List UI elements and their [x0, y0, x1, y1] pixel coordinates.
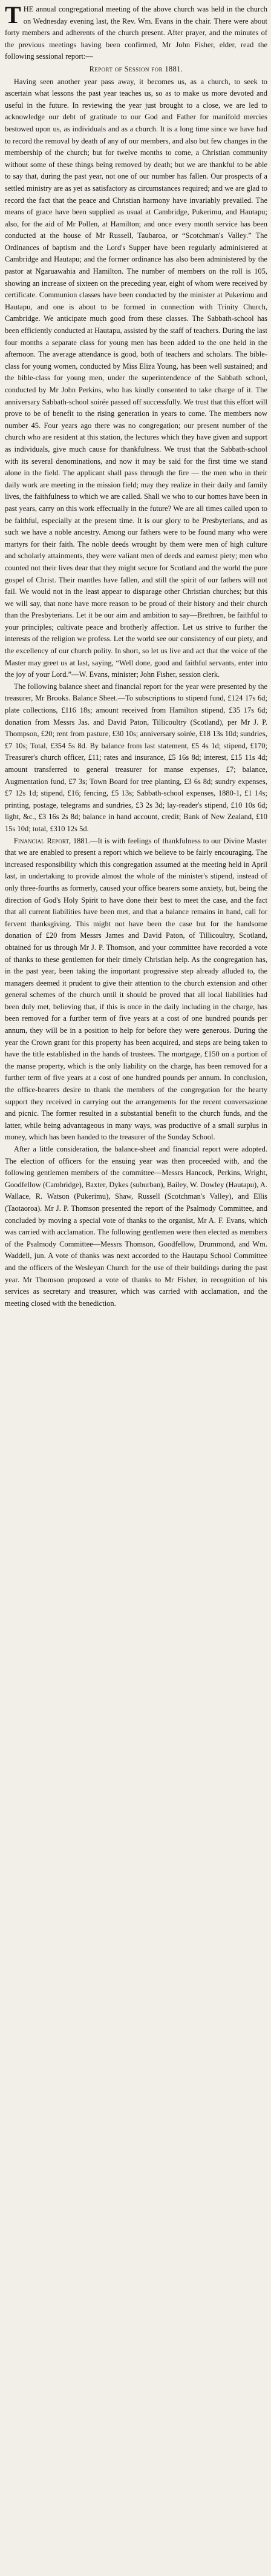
financial-text: It is with feelings of thankfulness to our Divine Master that we are enabled to present a report which we believe to be fairly encouraging. The increased responsibility which this congregation assumed at the meeting held in April last, in undertaking to provide almost the whole of the minister's stipend, instead of only three-fourths as formerly, caused your office bearers some anxiety, but, being the direction of God's Holy Spirit to have done their best to meet the case, and the fact that all current liabilities have been met, and that a balance remains in hand, call for fervent thanksgiving. This might not have been the case but for the handsome donation of £20 from Messrs James and David Paton, of Tillicoultry, Scotland, obtained for us through Mr J. P. Thomson, and your committee have recorded a vote of thanks to these gentlemen for their timely Christian help. As the congregation has, in the past year, been taking the important progressive step already alluded to, the managers deemed it prudent to give their attention to the church extension and other general schemes of the church until it should be proved that all local liabilities had been duly met, believing that, if this is once in the daily including in the charge, has been removed for a further term of five years at a cost of one hundred pounds per annum, they will be in a position to help for before they were generous. During the year the Crown grant for this property has been acquired, and steps are being taken to have the title established in the hands of trustees. The mortgage, £150 on a portion of the manse property, which is the only liability on the charge, has been removed for a further term of five years at a cost of one hundred pounds per annum. In conclusion, the office-bearers desire to thank the members of the congregation for the hearty support they received in carrying out the arrangements for the recent conversazione and picnic. The former resulted in a substantial benefit to the church funds, and the latter, while being advantageous in many ways, was productive of a small surplus in money, which has been handed to the treasurer of the Sunday School. — [5, 836, 267, 1142]
article-column — [5, 1, 267, 1309]
financial-heading: Financial Report, 1881 — [13, 836, 88, 845]
session-report: Having seen another year pass away, it becomes us, as a church, to seek to ascertain what lessons the past year teaches us, so as to make us more devoted and useful in the future. In reviewing the year just brought to a close, we are led to acknowledge our debt of gratitude to our God and Father for manifold mercies bestowed upon us, as individuals and as a church. It is a long time since we have had to record the removal by death of any of our members, and also but few changes in the membership of the church; but for twelve months to come, a Christian community without some of these things being removed by death; but we are thankful to be able to say that, during the past year, not one of our number has fallen. Our prospects of a settled ministry are as yet as satisfactory as circumstances required; and we are glad to record the fact that the peace and Christian harmony have invariably prevailed. The means of grace have been supplied as usual at Cambridge, Pukerimu, and Hautapu; also, for the aid of Mr Pollen, at Hamilton; and once every month service has been conducted at the house of Mr Russell, Taubaroa, or “Scotchman's Valley.” The Ordinances of baptism and the Lord's Supper have been regularly administered at Cambridge and Hautapu; and the former ordinance has also been administered by the pastor at Ngaruawahia and Hamilton. The number of members on the roll is 105, showing an increase of sixteen on the preceding year, eight of whom were received by certificate. Communion classes have been conducted by the minister at Pukerimu and Hautapu, and one is about to be formed in connection with Trinity Church, Cambridge. We anticipate much good from these classes. The Sabbath-school has been efficiently conducted at Hautapu, assisted by the staff of teachers. During the last four months a separate class for young men has been added to the one held in the afternoon. The average attendance is good, both of teachers and scholars. The bible-class for young women, conducted by Miss Eliza Young, has been well sustained; and the bible-class for young men, under the superintendence of the Sabbath school, conducted by Mr John Perkins, who has kindly consented to take charge of it. The anniversary Sabbath-school soirée passed off successfully. We trust that this effort will prove to be of benefit to the rising generation in years to come. The members now number 45. Four years ago there was no congregation; our present number of the church who are resident at this station, the lectures which they have given and support as individuals, give much cause for thankfulness. We trust that the Sabbath-school with its several denominations, and now it may be said for the first time we stand alone in the field. The applicant shall pass through the fire — the men who in their daily work are meeting in the mission field; may they realize in their daily and family lives, the faithfulness to which we are called. Shall we who to our homes have been in past years, carry on this work effectually in the future? We are all times called upon to be faithful, especially at the present time. It is our glory to be Presbyterians, and as such we have a noble ancestry. Among our fathers were to be found many who were martyrs for their faith. The noble deeds wrought by them were men of high culture and scholarly attainments, they were valiant men of deeds and earnest piety; men who counted not their lives dear that they might secure for Scotland and the world the pure gospel of Christ. Their mantles have fallen, and still the spirit of our fathers will not fail. We would not in the least appear to disparage other Christian churches; but this we will say, that none have more reason to be proud of their history and their church than the Presbyterians. Let it be our aim and ambition to say—Brethren, be faithful to your principles; cultivate peace and brotherly affection. Let us strive to further the interests of the religion we profess. Let the world see our consistency of our piety, and the excellency of our church polity. In short, so let us live and act that the voice of the Master may greet us at last, saying, “Well done, good and faithful servants, enter into the joy of your Lord.”—W. Evans, minister; John Fisher, session clerk. — [5, 77, 267, 679]
report-heading: Report of Session for 1881. — [89, 64, 183, 73]
intro-text: HE annual congregational meeting of the above church was held in the church on Wednesday evening last, the Rev. Wm. Evans in the chair. There were about forty members and adherents of the church present. After prayer, and the minutes of the previous meetings having been confirmed, Mr John Fisher, elder, read the following sessional report:— — [5, 5, 267, 61]
balance-sheet: The following balance sheet and financial report for the year were presented by the treasurer, Mr Brooks. Balance Sheet.—To subscriptions to stipend fund, £124 17s 6d; plate collections, £116 18s; amount received from Hamilton stipend, £35 17s 6d; donation from Messrs Jas. and David Paton, Tillicoultry (Scotland), per Mr J. P. Thompson, £20; rent from pasture, £30 10s; anniversary soirée, £18 13s 10d; sundries, £7 10s; Total, £354 5s 8d. By balance from last statement, £5 4s 1d; stipend, £170; Treasurer's church officer, £11; rates and insurance, £5 16s 8d; interest, £15 11s 4d; amount transferred to general treasurer for manse expenses, £7; balance, Augmentation fund, £7 3s; Town Board for tree planting, £3 6s 8d; sundry expenses, £7 12s 1d; stipend, £16; fencing, £5 13s; Sabbath-school expenses, 1880-1, £1 14s; printing, postage, telegrams and sundries, £3 2s 3d; lay-reader's stipend, £10 10s 6d; light, &c., £3 16s 2s 8d; balance in hand account, credit; Bank of New Zealand, £10 15s 10d; total, £310 12s 5d. — [5, 682, 267, 833]
financial-report: Financial Report, 1881.—It is with feelings of thankfulness to our Divine Master that we are enabled to present a report which we believe to be fairly encouraging. The increased responsibility which this congregation assumed at the meeting held in April last, in undertaking to provide almost the whole of the minister's stipend, instead of only three-fourths as formerly, caused your office bearers some anxiety, but, being the direction of God's Holy Spirit to have done their best to meet the case, and the fact that all current liabilities have been met, and that a balance remains in hand, call for fervent thanksgiving. This might not have been the case but for the handsome donation of £20 from Messrs James and David Paton, of Tillicoultry, Scotland, obtained for us through Mr J. P. Thomson, and your committee have recorded a vote of thanks to these gentlemen for their timely Christian help. As the congregation has, in the past year, been taking the important progressive step already alluded to, the managers deemed it prudent to give their attention to the church extension and other general schemes of the church until it should be proved that all local liabilities had been duly met, believing that, if this is once in the daily including in the charge, has been removed for a further term of five years at a cost of one hundred pounds per annum, they will be in a position to help for before they were generous. During the year the Crown grant for this property has been acquired, and steps are being taken to have the title established in the hands of trustees. The mortgage, £150 on a portion of the manse property, which is the only liability on the charge, has been removed for a further term of five years at a cost of one hundred pounds per annum. In conclusion, the office-bearers desire to thank the members of the congregation for the hearty support they received in carrying out the arrangements for the recent conversazione and picnic. The former resulted in a substantial benefit to the church funds, and the latter, while being advantageous in many ways, was productive of a small surplus in money, which has been handed to the treasurer of the Sunday School. — [5, 836, 267, 1142]
closing-proceedings: After a little consideration, the balance-sheet and financial report were adopted. The election of officers for the ensuing year was then proceeded with, and the following gentlemen members of the committee—Messrs Hancock, Perkins, Wright, Goodfellow (Cambridge), Baxter, Dykes (suburban), Bailey, W. Dowley (Hautapu), A. Wallace, R. Watson (Pukerimu), Shaw, Russell (Scotchman's Valley), and Ellis (Taotaoroa). Mr J. P. Thomson presented the report of the Psalmody Committee, and concluded by moving a special vote of thanks to the organist, Mr A. F. Evans, which was carried with acclamation. The following gentlemen were then elected as members of the Psalmody Committee—Messrs Thomson, Goodfellow, Drummond, and Wm. Waddell, jun. A vote of thanks was next accorded to the Hautapu School Committee and the officers of the Wesleyan Church for the use of their buildings during the past year. Mr Thomson proposed a vote of thanks to Mr Fisher, in recognition of his services as secretary and treasurer, which was carried with acclamation, and the meeting closed with the benediction. — [5, 1145, 267, 1308]
drop-cap: T — [5, 1, 21, 28]
intro-paragraph — [5, 1, 267, 63]
